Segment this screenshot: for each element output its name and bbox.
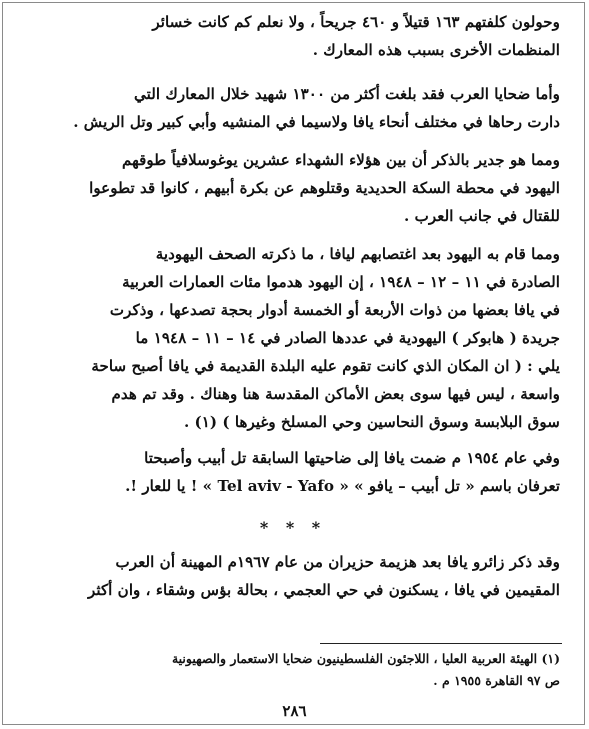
- text-line: جريدة ( هابوكر ) اليهودية في عددها الصادر في ١٤ – ١١ – ١٩٤٨ ما: [135, 329, 560, 347]
- paragraph-demolitions: [26, 240, 560, 436]
- text-line: وفي عام ١٩٥٤ م ضمت يافا إلى ضاحيتها السابقة تل أبيب وأصبحتا: [144, 449, 560, 467]
- text-line: وقد ذكر زائرو يافا بعد هزيمة حزيران من عام ١٩٦٧م المهينة أن العرب: [115, 553, 560, 571]
- footnote: [26, 648, 560, 692]
- footnote-line: (١) الهيئة العربية العليا ، اللاجئون الفلسطينيون ضحايا الاستعمار والصهيونية: [171, 651, 560, 666]
- paragraph-1954: [26, 444, 560, 500]
- text-line: المقيمين في يافا ، يسكنون في حي العجمي ، بحالة بؤس وشقاء ، وان أكثر: [87, 581, 560, 599]
- text-line: وأما ضحايا العرب فقد بلغت أكثر من ١٣٠٠ شهيد خلال المعارك التي: [134, 85, 560, 103]
- text-line: واسعة ، ليس فيها سوى بعض الأماكن المقدسة هنا وهناك . وقد تم هدم: [111, 385, 560, 403]
- text-line: تعرفان باسم « تل أبيب – يافو » « Tel aviv - Yafo » ! يا للعار !.: [125, 477, 560, 495]
- text-line: في يافا بعضها من ذوات الأربعة أو الخمسة أدوار بحجة تصدعها ، وذكرت: [109, 301, 560, 319]
- text-line: اليهود في محطة السكة الحديدية وقتلوهم عن بكرة أبيهم ، كانوا قد تطوعوا: [89, 179, 560, 197]
- footnote-line: ص ٩٧ القاهرة ١٩٥٥ م .: [433, 673, 560, 688]
- text-line: يلي : ( ان المكان الذي كانت تقوم عليه البلدة القديمة في يافا أصبح ساحة: [91, 357, 560, 375]
- paragraph-yugoslav-martyrs: [26, 146, 560, 230]
- text-line: سوق البلابسة وسوق النحاسين وحي المسلخ وغيرها ) (١) .: [183, 413, 560, 431]
- text-line: وحولون كلفتهم ١٦٣ قتيلاً و ٤٦٠ جريحاً ، ولا نعلم كم كانت خسائر: [152, 13, 560, 31]
- paragraph-arab-victims: [26, 80, 560, 136]
- paragraph-1967-visitors: [26, 548, 560, 604]
- page-number: ٢٨٦: [282, 702, 307, 720]
- footnote-rule: [320, 643, 562, 644]
- text-line: ومما هو جدير بالذكر أن بين هؤلاء الشهداء عشرين يوغوسلافياً طوقهم: [122, 151, 560, 169]
- text-line: دارت رحاها في مختلف أنحاء يافا ولاسيما في المنشيه وأبي كبير وتل الريش .: [73, 113, 560, 131]
- section-separator: * * *: [259, 518, 327, 537]
- text-line: ومما قام به اليهود بعد اغتصابهم ليافا ، ما ذكرته الصحف اليهودية: [155, 245, 560, 263]
- text-line: للقتال في جانب العرب .: [404, 207, 560, 225]
- text-line: الصادرة في ١١ – ١٢ – ١٩٤٨ ، إن اليهود هدموا مئات العمارات العربية: [122, 273, 560, 291]
- paragraph-casualties: [26, 8, 560, 64]
- page-body: [26, 8, 560, 604]
- text-line: المنظمات الأخرى بسبب هذه المعارك .: [312, 41, 560, 59]
